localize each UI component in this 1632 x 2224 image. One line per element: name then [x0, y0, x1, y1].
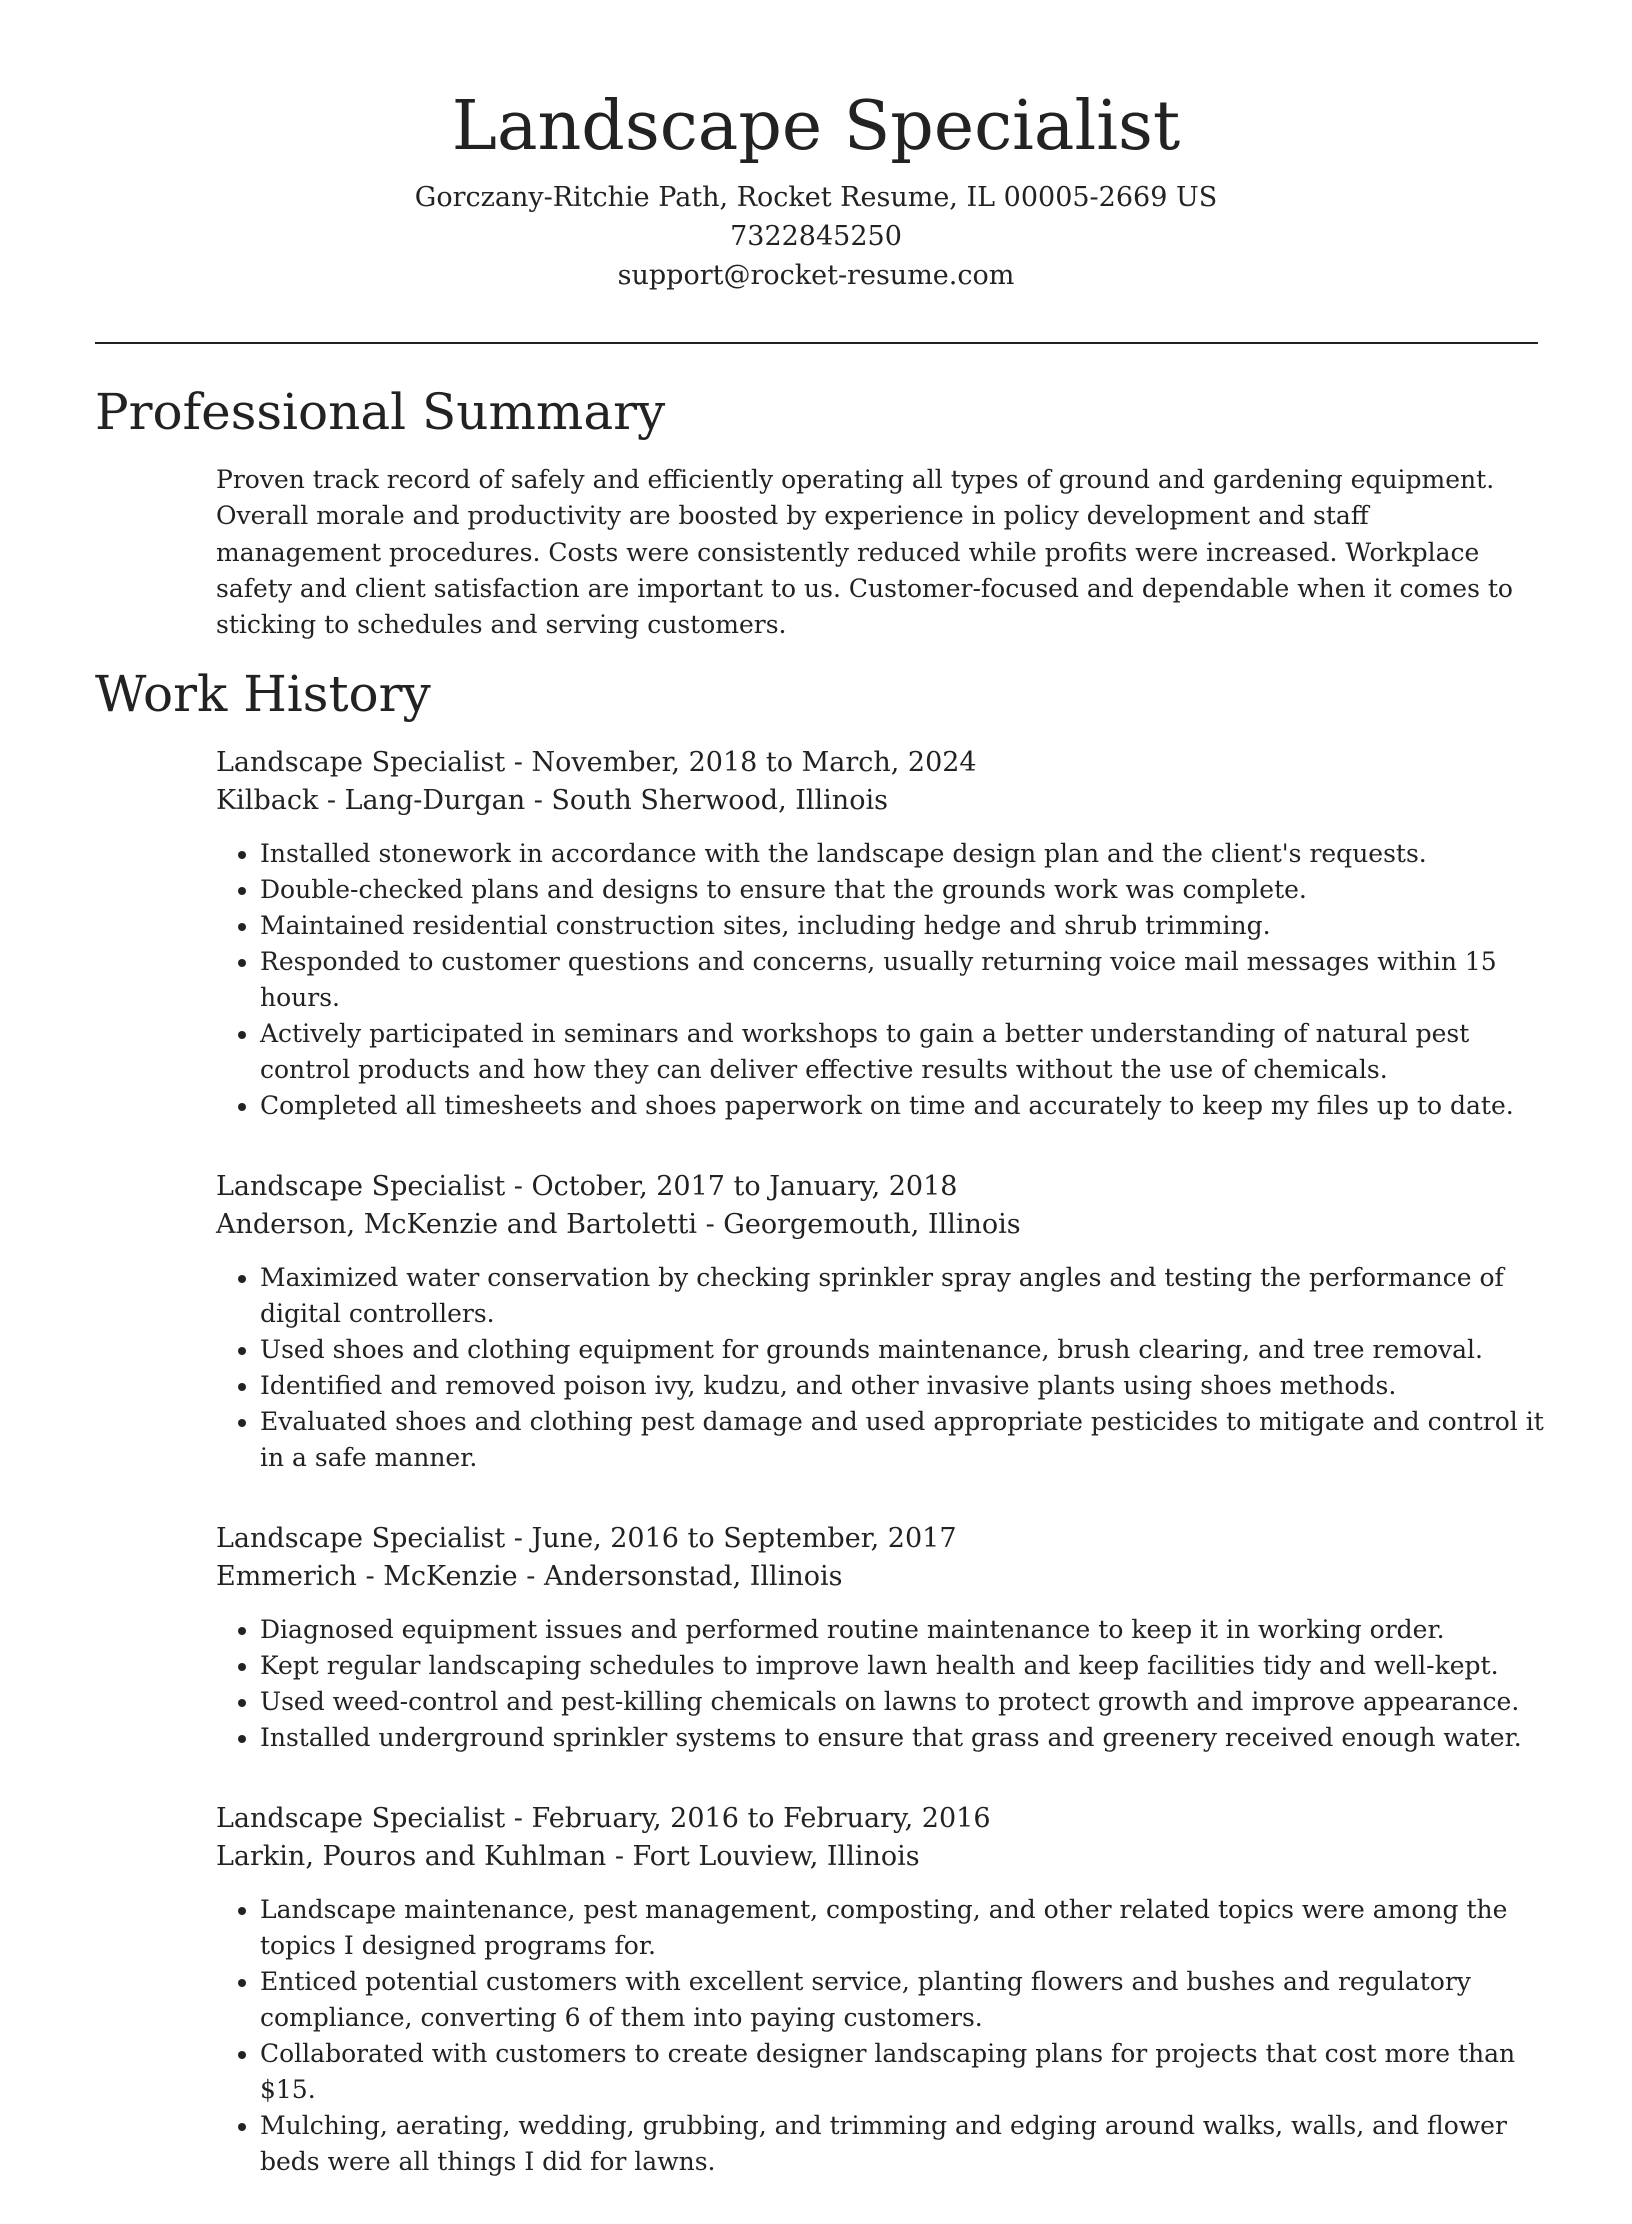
contact-block — [0, 178, 1632, 295]
job-bullet: • Evaluated shoes and clothing pest damage and used appropriate pesticides to mitigate and control it in a safe manner. — [260, 1404, 1546, 1476]
job-bullet: • Completed all timesheets and shoes paperwork on time and accurately to keep my files up to date. — [260, 1088, 1546, 1124]
job-bullet: • Kept regular landscaping schedules to improve lawn health and keep facilities tidy and well-kept. — [260, 1648, 1546, 1684]
job-title-line — [216, 1168, 1546, 1206]
job-bullet: • Used weed-control and pest-killing chemicals on lawns to protect growth and improve appearance. — [260, 1684, 1546, 1720]
contact-phone: 7322845250 — [730, 221, 902, 252]
job-bullet: • Installed stonework in accordance with the landscape design plan and the client's requests. — [260, 836, 1546, 872]
job-title-line — [216, 1800, 1546, 1838]
job-title: Landscape Specialist — [216, 1523, 506, 1554]
job-location: - Fort Louview, Illinois — [606, 1841, 920, 1872]
job-company: Anderson, McKenzie and Bartoletti — [216, 1209, 697, 1240]
job-title-line — [216, 1520, 1546, 1558]
job-bullet-list — [216, 1612, 1546, 1756]
job-entry — [216, 1168, 1546, 1476]
work-history-list — [216, 744, 1546, 2224]
job-company-line — [216, 1558, 1546, 1596]
job-bullet-list — [216, 1892, 1546, 2180]
job-bullet-list — [216, 1260, 1546, 1476]
header-divider — [95, 342, 1538, 344]
job-bullet: • Actively participated in seminars and workshops to gain a better understanding of natural pest control products and how they can deliver effective results without the use of chemicals. — [260, 1016, 1546, 1088]
job-bullet: • Enticed potential customers with excellent service, planting flowers and bushes and regulatory compliance, converting 6 of them into paying customers. — [260, 1964, 1546, 2036]
job-company: Kilback - Lang-Durgan — [216, 785, 526, 816]
job-bullet: • Double-checked plans and designs to ensure that the grounds work was complete. — [260, 872, 1546, 908]
job-title: Landscape Specialist — [216, 1171, 506, 1202]
resume-header — [0, 0, 1632, 295]
job-dates: - October, 2017 to January, 2018 — [505, 1171, 958, 1202]
job-location: - Georgemouth, Illinois — [696, 1209, 1021, 1240]
job-company: Emmerich - McKenzie — [216, 1561, 518, 1592]
job-bullet: • Collaborated with customers to create designer landscaping plans for projects that cost more than $15. — [260, 2036, 1546, 2108]
contact-email: support@rocket-resume.com — [617, 260, 1015, 291]
job-company-line — [216, 1838, 1546, 1876]
job-bullet: • Maximized water conservation by checking sprinkler spray angles and testing the performance of digital controllers. — [260, 1260, 1546, 1332]
summary-text: Proven track record of safely and efficiently operating all types of ground and gardening equipment. Overall morale and productivity are boosted by experience in policy development and staff management procedures. Costs were consistently reduced while profits were increased. Workplace safety and client satisfaction are important to us. Customer-focused and dependable when it comes to sticking to schedules and serving customers. — [216, 465, 1513, 640]
job-bullet: • Maintained residential construction sites, including hedge and shrub trimming. — [260, 908, 1546, 944]
job-company-line — [216, 1206, 1546, 1244]
job-bullet: • Used shoes and clothing equipment for grounds maintenance, brush clearing, and tree removal. — [260, 1332, 1546, 1368]
section-title-summary: Professional Summary — [95, 383, 666, 441]
job-entry — [216, 1520, 1546, 1756]
job-bullet: • Mulching, aerating, wedding, grubbing, and trimming and edging around walks, walls, and flower beds were all things I did for lawns. — [260, 2108, 1546, 2180]
job-bullet: • Diagnosed equipment issues and performed routine maintenance to keep it in working order. — [260, 1612, 1546, 1648]
job-company-line — [216, 782, 1546, 820]
contact-address: Gorczany-Ritchie Path, Rocket Resume, IL 00005-2669 US — [414, 182, 1218, 213]
job-bullet-list — [216, 836, 1546, 1124]
job-bullet: • Identified and removed poison ivy, kudzu, and other invasive plants using shoes methods. — [260, 1368, 1546, 1404]
job-title: Landscape Specialist — [216, 747, 506, 778]
job-title-line — [216, 744, 1546, 782]
section-title-work-history: Work History — [95, 665, 431, 723]
job-bullet: • Installed underground sprinkler systems to ensure that grass and greenery received enough water. — [260, 1720, 1546, 1756]
job-location: - South Sherwood, Illinois — [525, 785, 888, 816]
job-entry — [216, 1800, 1546, 2180]
job-location: - Andersonstad, Illinois — [517, 1561, 843, 1592]
job-dates: - June, 2016 to September, 2017 — [505, 1523, 957, 1554]
job-entry — [216, 744, 1546, 1124]
resume-name: Landscape Specialist — [451, 87, 1181, 166]
job-dates: - November, 2018 to March, 2024 — [505, 747, 977, 778]
job-bullet: • Responded to customer questions and concerns, usually returning voice mail messages within 15 hours. — [260, 944, 1546, 1016]
job-company: Larkin, Pouros and Kuhlman — [216, 1841, 607, 1872]
job-bullet: • Landscape maintenance, pest management, composting, and other related topics were among the topics I designed programs for. — [260, 1892, 1546, 1964]
job-title: Landscape Specialist — [216, 1803, 506, 1834]
job-dates: - February, 2016 to February, 2016 — [505, 1803, 991, 1834]
